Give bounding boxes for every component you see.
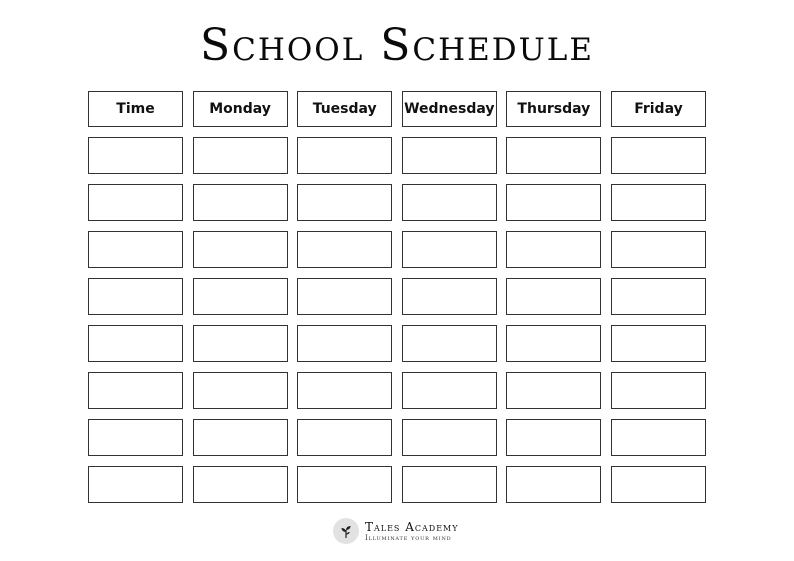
schedule-cell-tuesday[interactable] xyxy=(297,372,392,409)
schedule-cell-tuesday[interactable] xyxy=(297,278,392,315)
schedule-cell-thursday[interactable] xyxy=(506,137,601,174)
column-header-tuesday: Tuesday xyxy=(297,91,392,127)
schedule-cell-friday[interactable] xyxy=(611,419,706,456)
schedule-cell-thursday[interactable] xyxy=(506,325,601,362)
schedule-cell-wednesday[interactable] xyxy=(402,325,497,362)
schedule-cell-monday[interactable] xyxy=(193,466,288,503)
schedule-cell-tuesday[interactable] xyxy=(297,231,392,268)
schedule-cell-time[interactable] xyxy=(88,137,183,174)
column-header-wednesday: Wednesday xyxy=(402,91,497,127)
schedule-cell-thursday[interactable] xyxy=(506,231,601,268)
schedule-cell-wednesday[interactable] xyxy=(402,372,497,409)
schedule-cell-thursday[interactable] xyxy=(506,184,601,221)
schedule-cell-wednesday[interactable] xyxy=(402,231,497,268)
schedule-cell-time[interactable] xyxy=(88,466,183,503)
brand-name: Tales Academy xyxy=(365,519,459,534)
schedule-cell-wednesday[interactable] xyxy=(402,278,497,315)
schedule-cell-friday[interactable] xyxy=(611,278,706,315)
column-header-thursday: Thursday xyxy=(506,91,601,127)
footer-brand xyxy=(333,518,459,544)
schedule-cell-friday[interactable] xyxy=(611,137,706,174)
schedule-cell-friday[interactable] xyxy=(611,184,706,221)
schedule-table xyxy=(88,91,706,513)
schedule-cell-thursday[interactable] xyxy=(506,419,601,456)
schedule-cell-time[interactable] xyxy=(88,419,183,456)
schedule-cell-monday[interactable] xyxy=(193,419,288,456)
schedule-cell-tuesday[interactable] xyxy=(297,466,392,503)
schedule-cell-time[interactable] xyxy=(88,184,183,221)
schedule-cell-friday[interactable] xyxy=(611,466,706,503)
schedule-cell-wednesday[interactable] xyxy=(402,184,497,221)
schedule-cell-thursday[interactable] xyxy=(506,278,601,315)
schedule-cell-monday[interactable] xyxy=(193,325,288,362)
schedule-cell-time[interactable] xyxy=(88,325,183,362)
schedule-cell-monday[interactable] xyxy=(193,278,288,315)
schedule-cell-time[interactable] xyxy=(88,231,183,268)
plant-sprout-icon xyxy=(333,518,359,544)
schedule-cell-thursday[interactable] xyxy=(506,372,601,409)
page-title: School Schedule xyxy=(199,20,595,71)
schedule-cell-monday[interactable] xyxy=(193,184,288,221)
schedule-cell-friday[interactable] xyxy=(611,325,706,362)
schedule-cell-time[interactable] xyxy=(88,278,183,315)
schedule-cell-wednesday[interactable] xyxy=(402,419,497,456)
schedule-cell-friday[interactable] xyxy=(611,372,706,409)
column-header-time: Time xyxy=(88,91,183,127)
schedule-cell-tuesday[interactable] xyxy=(297,184,392,221)
schedule-cell-monday[interactable] xyxy=(193,137,288,174)
schedule-cell-wednesday[interactable] xyxy=(402,466,497,503)
schedule-cell-monday[interactable] xyxy=(193,372,288,409)
schedule-cell-thursday[interactable] xyxy=(506,466,601,503)
schedule-cell-friday[interactable] xyxy=(611,231,706,268)
schedule-cell-tuesday[interactable] xyxy=(297,419,392,456)
schedule-cell-time[interactable] xyxy=(88,372,183,409)
schedule-cell-tuesday[interactable] xyxy=(297,137,392,174)
column-header-monday: Monday xyxy=(193,91,288,127)
column-header-friday: Friday xyxy=(611,91,706,127)
schedule-cell-tuesday[interactable] xyxy=(297,325,392,362)
schedule-cell-wednesday[interactable] xyxy=(402,137,497,174)
schedule-cell-monday[interactable] xyxy=(193,231,288,268)
brand-tagline: Illuminate your mind xyxy=(365,533,452,542)
